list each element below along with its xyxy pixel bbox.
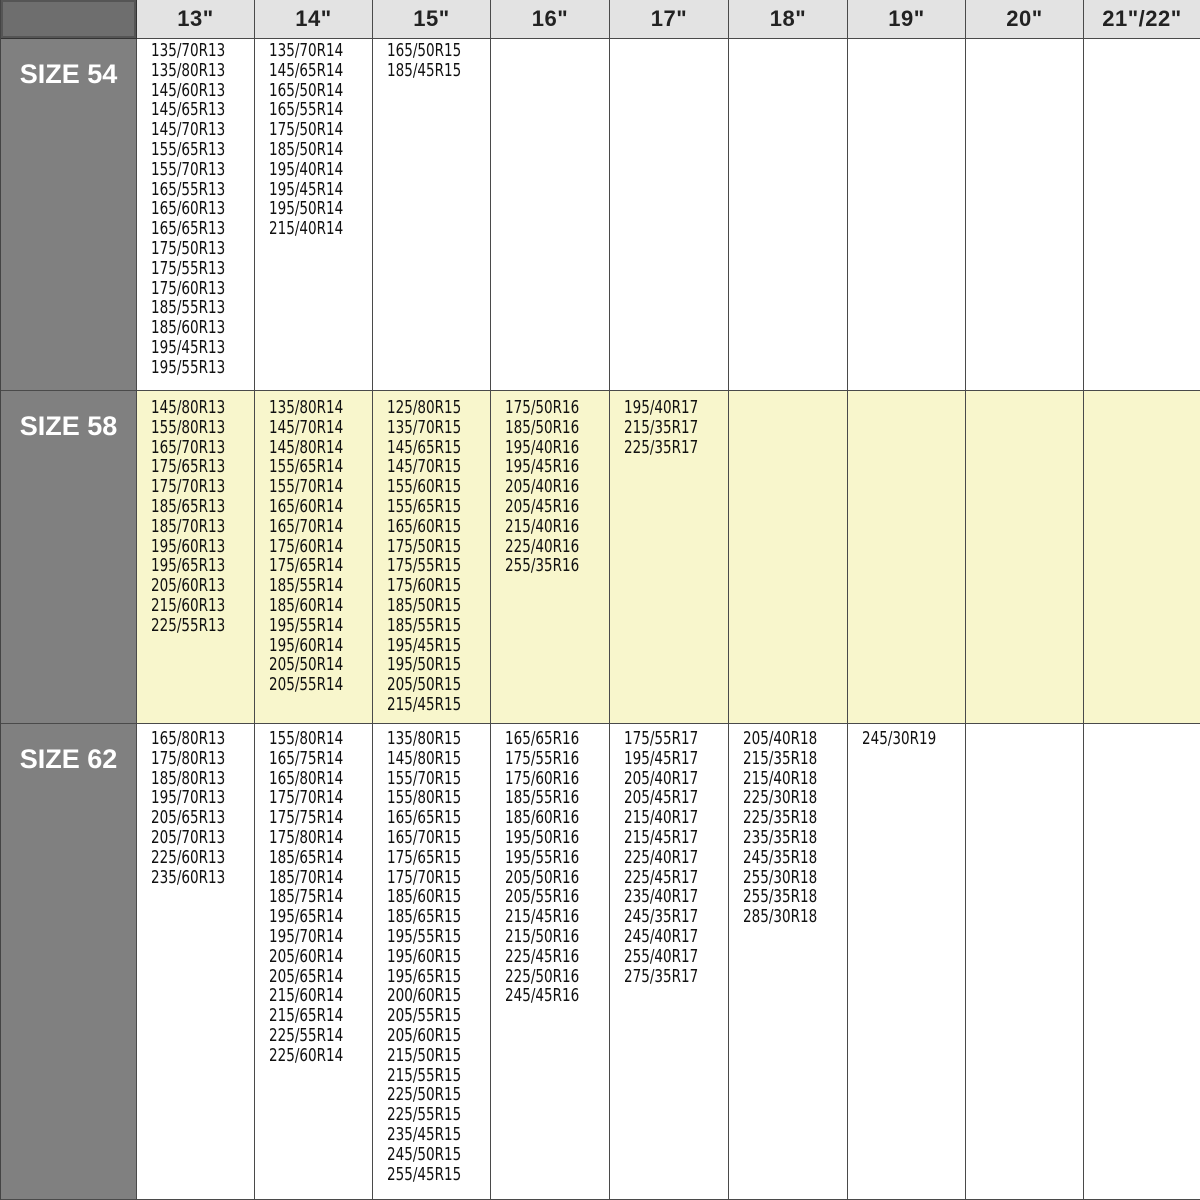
size-cell bbox=[255, 39, 373, 391]
tire-size: 255/40R17 bbox=[624, 946, 699, 967]
tire-size: 185/80R13 bbox=[151, 768, 226, 789]
tire-size: 225/55R15 bbox=[387, 1105, 462, 1126]
tire-size: 195/55R13 bbox=[151, 357, 226, 378]
size-cell bbox=[966, 391, 1084, 724]
column-header: 20" bbox=[966, 0, 1084, 39]
tire-size: 135/70R15 bbox=[387, 417, 462, 438]
tire-size: 205/45R17 bbox=[624, 788, 699, 809]
tire-size: 205/45R16 bbox=[505, 496, 580, 517]
column-header: 16" bbox=[491, 0, 610, 39]
tire-size: 205/65R13 bbox=[151, 808, 226, 829]
column-header: 17" bbox=[610, 0, 729, 39]
tire-size: 245/35R17 bbox=[624, 907, 699, 928]
tire-size: 225/35R18 bbox=[743, 808, 818, 829]
tire-size: 195/55R15 bbox=[387, 926, 462, 947]
size-cell bbox=[848, 724, 966, 1200]
tire-size: 185/55R13 bbox=[151, 298, 226, 319]
tire-size: 215/55R15 bbox=[387, 1065, 462, 1086]
tire-size: 215/45R15 bbox=[387, 694, 462, 715]
tire-size: 185/55R16 bbox=[505, 788, 580, 809]
tire-size: 165/60R15 bbox=[387, 516, 462, 537]
tire-size: 175/60R13 bbox=[151, 278, 226, 299]
tire-size: 175/65R14 bbox=[269, 556, 344, 577]
tire-size: 135/70R14 bbox=[269, 41, 344, 61]
tire-size: 195/70R14 bbox=[269, 926, 344, 947]
tire-size: 175/55R15 bbox=[387, 556, 462, 577]
row-label: SIZE 54 bbox=[1, 39, 137, 391]
tire-size: 255/45R15 bbox=[387, 1164, 462, 1185]
tire-size: 215/50R16 bbox=[505, 926, 580, 947]
tire-size: 175/50R15 bbox=[387, 536, 462, 557]
tire-size: 135/80R13 bbox=[151, 60, 226, 81]
tire-size: 215/45R16 bbox=[505, 907, 580, 928]
tire-size: 205/50R14 bbox=[269, 655, 344, 676]
tire-size: 225/50R16 bbox=[505, 966, 580, 987]
size-cell bbox=[1084, 724, 1200, 1200]
size-cell bbox=[491, 39, 610, 391]
tire-size: 215/60R13 bbox=[151, 595, 226, 616]
tire-size: 185/75R14 bbox=[269, 887, 344, 908]
tire-size: 165/55R13 bbox=[151, 179, 226, 200]
tire-size: 195/45R16 bbox=[505, 457, 580, 478]
tire-size: 185/65R15 bbox=[387, 907, 462, 928]
size-cell bbox=[848, 391, 966, 724]
tire-size: 165/65R13 bbox=[151, 219, 226, 240]
column-header: 15" bbox=[373, 0, 491, 39]
tire-size: 165/70R14 bbox=[269, 516, 344, 537]
tire-size: 195/40R14 bbox=[269, 159, 344, 180]
tire-size: 145/80R14 bbox=[269, 437, 344, 458]
tire-size: 245/30R19 bbox=[862, 729, 937, 749]
tire-size: 195/50R15 bbox=[387, 655, 462, 676]
tire-size: 175/60R15 bbox=[387, 576, 462, 597]
tire-size: 245/35R18 bbox=[743, 847, 818, 868]
tire-size: 155/60R15 bbox=[387, 477, 462, 498]
tire-size: 175/75R14 bbox=[269, 808, 344, 829]
tire-size: 205/40R17 bbox=[624, 768, 699, 789]
size-cell bbox=[373, 39, 491, 391]
tire-size: 175/55R16 bbox=[505, 748, 580, 769]
tire-size: 225/45R16 bbox=[505, 946, 580, 967]
size-cell bbox=[729, 724, 848, 1200]
size-cell bbox=[729, 391, 848, 724]
tire-size: 185/55R15 bbox=[387, 615, 462, 636]
tire-size: 245/45R16 bbox=[505, 986, 580, 1007]
tire-size: 235/40R17 bbox=[624, 887, 699, 908]
tire-size: 135/80R14 bbox=[269, 398, 344, 418]
tire-size: 205/70R13 bbox=[151, 827, 226, 848]
tire-size: 165/70R13 bbox=[151, 437, 226, 458]
tire-size: 175/80R14 bbox=[269, 827, 344, 848]
size-cell bbox=[729, 39, 848, 391]
tire-size: 155/80R14 bbox=[269, 729, 344, 749]
tire-size: 145/60R13 bbox=[151, 80, 226, 101]
tire-size: 205/55R16 bbox=[505, 887, 580, 908]
tire-size: 235/45R15 bbox=[387, 1124, 462, 1145]
tire-size: 175/60R14 bbox=[269, 536, 344, 557]
tire-size: 215/40R18 bbox=[743, 768, 818, 789]
tire-size: 165/60R13 bbox=[151, 199, 226, 220]
tire-size: 205/60R13 bbox=[151, 576, 226, 597]
tire-size: 205/65R14 bbox=[269, 966, 344, 987]
size-cell bbox=[137, 391, 255, 724]
tire-size: 215/35R17 bbox=[624, 417, 699, 438]
tire-size: 215/35R18 bbox=[743, 748, 818, 769]
tire-size: 145/70R15 bbox=[387, 457, 462, 478]
tire-size: 245/50R15 bbox=[387, 1144, 462, 1165]
row-label: SIZE 62 bbox=[1, 724, 137, 1200]
tire-size: 185/65R13 bbox=[151, 496, 226, 517]
tire-size: 165/65R15 bbox=[387, 808, 462, 829]
tire-size: 205/55R14 bbox=[269, 675, 344, 696]
tire-size: 145/80R15 bbox=[387, 748, 462, 769]
tire-size: 175/50R13 bbox=[151, 238, 226, 259]
tire-size: 225/55R13 bbox=[151, 615, 226, 636]
tire-size: 175/55R17 bbox=[624, 729, 699, 749]
tire-size: 205/40R18 bbox=[743, 729, 818, 749]
tire-size: 215/45R17 bbox=[624, 827, 699, 848]
tire-size: 200/60R15 bbox=[387, 986, 462, 1007]
tire-size: 225/40R17 bbox=[624, 847, 699, 868]
column-header: 13" bbox=[137, 0, 255, 39]
tire-size: 185/60R13 bbox=[151, 318, 226, 339]
tire-size: 205/55R15 bbox=[387, 1006, 462, 1027]
tire-size: 175/70R14 bbox=[269, 788, 344, 809]
tire-size: 195/40R16 bbox=[505, 437, 580, 458]
column-header: 18" bbox=[729, 0, 848, 39]
tire-size: 205/40R16 bbox=[505, 477, 580, 498]
tire-size: 195/65R14 bbox=[269, 907, 344, 928]
tire-size: 185/65R14 bbox=[269, 847, 344, 868]
tire-size: 215/40R16 bbox=[505, 516, 580, 537]
tire-size: 255/35R18 bbox=[743, 887, 818, 908]
tire-size: 165/80R14 bbox=[269, 768, 344, 789]
tire-size: 225/60R13 bbox=[151, 847, 226, 868]
tire-size: 275/35R17 bbox=[624, 966, 699, 987]
tire-size: 155/70R15 bbox=[387, 768, 462, 789]
tire-size: 225/50R15 bbox=[387, 1085, 462, 1106]
column-header: 19" bbox=[848, 0, 966, 39]
tire-size: 195/60R14 bbox=[269, 635, 344, 656]
tire-size: 205/50R15 bbox=[387, 675, 462, 696]
tire-size: 135/80R15 bbox=[387, 729, 462, 749]
tire-size: 185/70R14 bbox=[269, 867, 344, 888]
tire-size: 195/40R17 bbox=[624, 398, 699, 418]
size-cell bbox=[491, 391, 610, 724]
size-cell bbox=[610, 39, 729, 391]
tire-size: 235/60R13 bbox=[151, 867, 226, 888]
size-cell bbox=[373, 724, 491, 1200]
tire-size: 235/35R18 bbox=[743, 827, 818, 848]
tire-size: 255/30R18 bbox=[743, 867, 818, 888]
tire-size: 175/55R13 bbox=[151, 258, 226, 279]
tire-size: 145/65R15 bbox=[387, 437, 462, 458]
tire-size: 215/50R15 bbox=[387, 1045, 462, 1066]
size-cell bbox=[1084, 391, 1200, 724]
tire-size: 205/60R14 bbox=[269, 946, 344, 967]
tire-size: 155/70R13 bbox=[151, 159, 226, 180]
tire-size: 185/50R15 bbox=[387, 595, 462, 616]
tire-size: 145/70R14 bbox=[269, 417, 344, 438]
tire-size: 225/30R18 bbox=[743, 788, 818, 809]
tire-size: 195/45R17 bbox=[624, 748, 699, 769]
tire-size: 285/30R18 bbox=[743, 907, 818, 928]
tire-size: 185/45R15 bbox=[387, 60, 462, 81]
tire-size: 155/80R15 bbox=[387, 788, 462, 809]
column-header: 14" bbox=[255, 0, 373, 39]
size-cell bbox=[137, 39, 255, 391]
tire-size: 195/55R16 bbox=[505, 847, 580, 868]
tire-size: 185/50R14 bbox=[269, 139, 344, 160]
tire-size: 195/45R15 bbox=[387, 635, 462, 656]
tire-size: 165/50R14 bbox=[269, 80, 344, 101]
tire-size: 195/50R14 bbox=[269, 199, 344, 220]
tire-size: 195/60R13 bbox=[151, 536, 226, 557]
tire-size: 165/65R16 bbox=[505, 729, 580, 749]
size-cell bbox=[1084, 39, 1200, 391]
tire-size: 215/40R17 bbox=[624, 808, 699, 829]
tire-size: 175/70R13 bbox=[151, 477, 226, 498]
tire-size: 195/70R13 bbox=[151, 788, 226, 809]
size-cell bbox=[491, 724, 610, 1200]
tire-size: 245/40R17 bbox=[624, 926, 699, 947]
tire-size: 215/40R14 bbox=[269, 219, 344, 240]
tire-size: 185/60R14 bbox=[269, 595, 344, 616]
tire-size: 215/65R14 bbox=[269, 1006, 344, 1027]
tire-size: 145/65R14 bbox=[269, 60, 344, 81]
tire-size: 145/80R13 bbox=[151, 398, 226, 418]
size-cell bbox=[610, 724, 729, 1200]
tire-size: 145/65R13 bbox=[151, 100, 226, 121]
tire-size: 195/65R13 bbox=[151, 556, 226, 577]
tire-size: 165/60R14 bbox=[269, 496, 344, 517]
tire-size: 215/60R14 bbox=[269, 986, 344, 1007]
tire-size: 165/70R15 bbox=[387, 827, 462, 848]
tire-size: 175/60R16 bbox=[505, 768, 580, 789]
tire-size: 225/55R14 bbox=[269, 1025, 344, 1046]
tire-size: 195/45R13 bbox=[151, 337, 226, 358]
size-cell bbox=[966, 724, 1084, 1200]
tire-size: 135/70R13 bbox=[151, 41, 226, 61]
size-cell bbox=[610, 391, 729, 724]
tire-size: 165/55R14 bbox=[269, 100, 344, 121]
tire-size: 175/70R15 bbox=[387, 867, 462, 888]
tire-size: 165/80R13 bbox=[151, 729, 226, 749]
tire-size: 195/55R14 bbox=[269, 615, 344, 636]
tire-size: 185/60R15 bbox=[387, 887, 462, 908]
tire-size: 185/60R16 bbox=[505, 808, 580, 829]
tire-size: 195/50R16 bbox=[505, 827, 580, 848]
tire-size: 205/50R16 bbox=[505, 867, 580, 888]
header-corner bbox=[1, 0, 137, 39]
tire-size: 155/80R13 bbox=[151, 417, 226, 438]
row-label: SIZE 58 bbox=[1, 391, 137, 724]
tire-size: 155/65R13 bbox=[151, 139, 226, 160]
tire-size: 225/35R17 bbox=[624, 437, 699, 458]
size-cell bbox=[255, 391, 373, 724]
tire-size: 175/80R13 bbox=[151, 748, 226, 769]
tire-size: 195/45R14 bbox=[269, 179, 344, 200]
size-cell bbox=[848, 39, 966, 391]
size-cell bbox=[255, 724, 373, 1200]
tire-size: 185/70R13 bbox=[151, 516, 226, 537]
tire-size: 175/50R14 bbox=[269, 120, 344, 141]
tire-size: 195/65R15 bbox=[387, 966, 462, 987]
tire-size: 155/70R14 bbox=[269, 477, 344, 498]
tire-size: 185/50R16 bbox=[505, 417, 580, 438]
tire-size: 185/55R14 bbox=[269, 576, 344, 597]
tire-size: 225/40R16 bbox=[505, 536, 580, 557]
tire-size: 205/60R15 bbox=[387, 1025, 462, 1046]
tire-size: 225/45R17 bbox=[624, 867, 699, 888]
tire-size: 195/60R15 bbox=[387, 946, 462, 967]
tire-size: 125/80R15 bbox=[387, 398, 462, 418]
tire-size: 175/65R13 bbox=[151, 457, 226, 478]
column-header: 21"/22" bbox=[1084, 0, 1200, 39]
tire-size: 155/65R15 bbox=[387, 496, 462, 517]
size-cell bbox=[373, 391, 491, 724]
tire-size: 175/65R15 bbox=[387, 847, 462, 868]
tire-size: 165/50R15 bbox=[387, 41, 462, 61]
tire-size: 145/70R13 bbox=[151, 120, 226, 141]
tire-size: 155/65R14 bbox=[269, 457, 344, 478]
tire-size: 175/50R16 bbox=[505, 398, 580, 418]
tire-size: 165/75R14 bbox=[269, 748, 344, 769]
size-cell bbox=[137, 724, 255, 1200]
tire-size: 225/60R14 bbox=[269, 1045, 344, 1066]
size-cell bbox=[966, 39, 1084, 391]
tire-size: 255/35R16 bbox=[505, 556, 580, 577]
